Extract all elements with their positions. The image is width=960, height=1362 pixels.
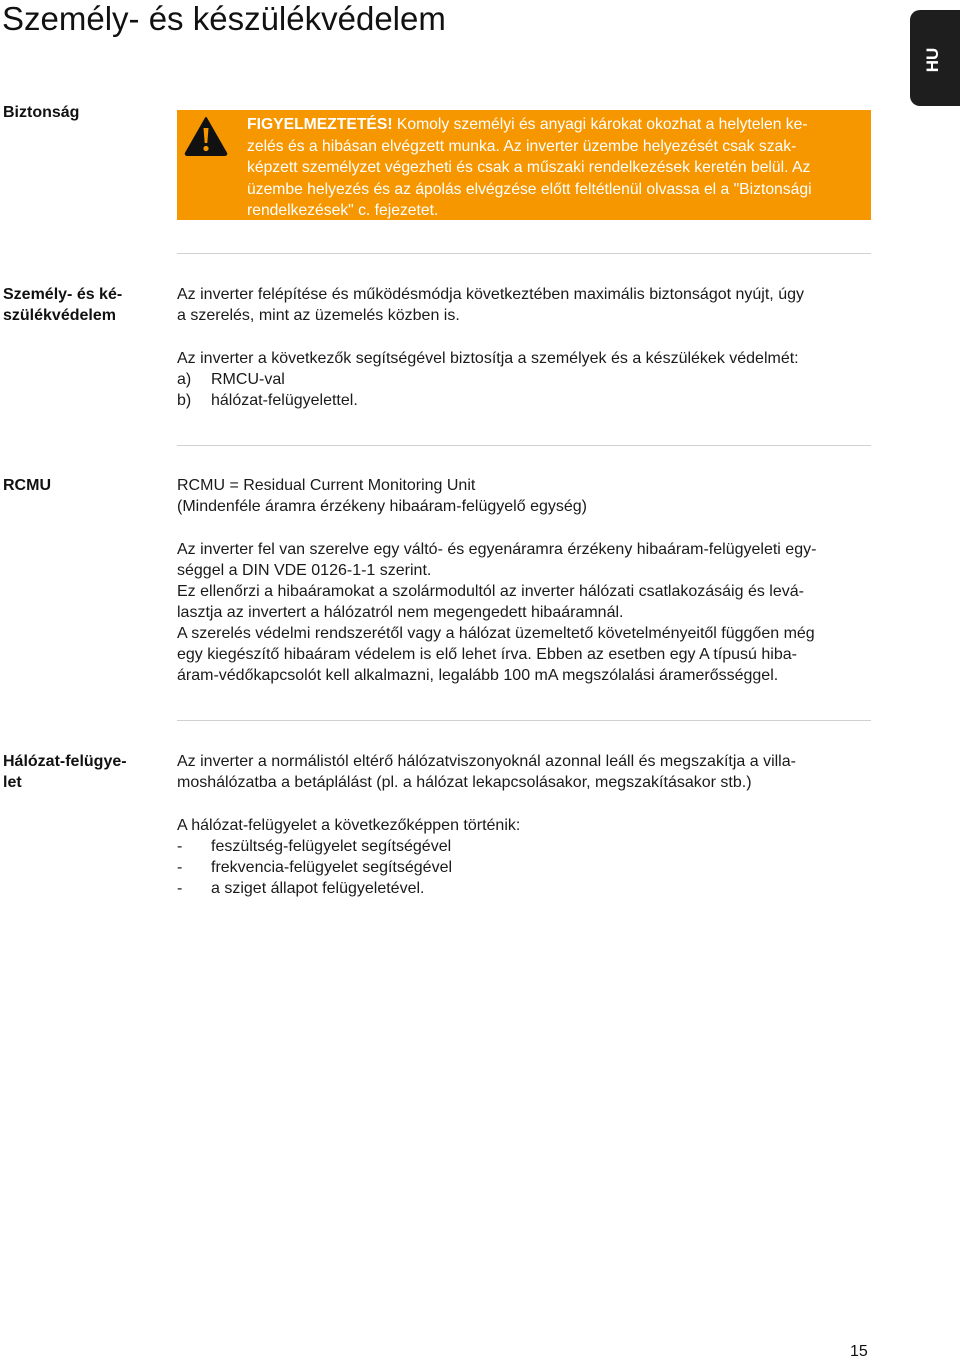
text-line: egy kiegészítő hibaáram védelem is elő lehet írva. Ebben az esetben egy A típusú hiba- xyxy=(177,646,797,663)
list-marker: - xyxy=(177,859,183,876)
protection-label-line: szülékvédelem xyxy=(3,307,116,324)
list-item xyxy=(177,857,871,878)
list-text: hálózat-felügyelettel. xyxy=(211,392,358,409)
grid-body xyxy=(177,751,871,899)
grid-label-line: Hálózat-felügye- xyxy=(3,753,127,770)
protection-section-label xyxy=(3,284,122,326)
list-item xyxy=(177,390,871,411)
protection-paragraph xyxy=(177,284,871,326)
protection-label-line: Személy- és ké- xyxy=(3,286,123,303)
list-item xyxy=(177,878,871,899)
text-line: Az inverter fel van szerelve egy váltó- és egyenáramra érzékeny hibaáram-felügyeleti egy- xyxy=(177,541,817,558)
grid-label-line: let xyxy=(3,774,22,791)
list-text: feszültség-felügyelet segítségével xyxy=(211,838,452,855)
text-line: Az inverter a normálistól eltérő hálózatviszonyoknál azonnal leáll és megszakítja a villa- xyxy=(177,753,796,770)
list-item xyxy=(177,369,871,390)
page-number: 15 xyxy=(850,1343,868,1360)
text-line: Ez ellenőrzi a hibaáramokat a szolármodultól az inverter hálózati csatlakozásáig és levá- xyxy=(177,583,804,600)
list-item xyxy=(177,836,871,857)
text-line: Az inverter felépítése és működésmódja következtében maximális biztonságot nyújt, úgy xyxy=(177,286,804,303)
warning-line: Komoly személyi és anyagi károkat okozhat a helytelen ke- xyxy=(392,116,808,133)
section-divider xyxy=(177,720,871,721)
list-marker: - xyxy=(177,880,183,897)
rcmu-paragraph xyxy=(177,475,871,517)
list-marker: b) xyxy=(177,392,192,409)
page-title: Személy- és készülékvédelem xyxy=(2,0,446,37)
text-line: RCMU = Residual Current Monitoring Unit xyxy=(177,477,476,494)
rcmu-body xyxy=(177,475,871,686)
warning-line: zelés és a hibásan elvégzett munka. Az inverter üzembe helyezését csak szak- xyxy=(247,137,797,155)
list-text: frekvencia-felügyelet segítségével xyxy=(211,859,453,876)
text-line: moshálózatba a betáplálást (pl. a hálózat lekapcsolásakor, megszakításakor stb.) xyxy=(177,774,752,791)
rcmu-paragraph xyxy=(177,539,871,686)
language-tab-label: HU xyxy=(923,47,942,73)
list-marker: - xyxy=(177,838,183,855)
text-line: áram-védőkapcsolót kell alkalmazni, legalább 100 mA megszólalási áramerősséggel. xyxy=(177,667,779,684)
protection-body xyxy=(177,284,871,411)
warning-text xyxy=(247,114,867,222)
list-text: RMCU-val xyxy=(211,371,285,388)
protection-paragraph: Az inverter a következők segítségével biztosítja a személyek és a készülékek védelmét: xyxy=(177,350,799,367)
language-tab xyxy=(910,10,960,106)
warning-line: képzett személyzet végezheti és csak a műszaki rendelkezések keretén belül. Az xyxy=(247,159,811,177)
warning-line: rendelkezések" c. fejezetet. xyxy=(247,202,439,220)
rcmu-section-label: RCMU xyxy=(3,477,51,494)
warning-heading: FIGYELMEZTETÉS! xyxy=(247,116,393,133)
text-line: lasztja az invertert a hálózatról nem megengedett hibaáramnál. xyxy=(177,604,624,621)
list-marker: a) xyxy=(177,371,192,388)
warning-triangle-icon xyxy=(184,116,228,156)
section-divider xyxy=(177,253,871,254)
warning-line: üzembe helyezés és az ápolás elvégzése előtt feltétlenül olvassa el a "Biztonsági xyxy=(247,180,812,198)
safety-section-label: Biztonság xyxy=(3,104,80,121)
list-text: a sziget állapot felügyeletével. xyxy=(211,880,425,897)
grid-section-label xyxy=(3,751,127,793)
text-line: séggel a DIN VDE 0126-1-1 szerint. xyxy=(177,562,432,579)
warning-box xyxy=(177,110,871,220)
grid-paragraph: A hálózat-felügyelet a következőképpen történik: xyxy=(177,817,521,834)
text-line: (Mindenféle áramra érzékeny hibaáram-felügyelő egység) xyxy=(177,498,587,515)
grid-paragraph xyxy=(177,751,871,793)
section-divider xyxy=(177,445,871,446)
text-line: a szerelés, mint az üzemelés közben is. xyxy=(177,307,460,324)
text-line: A szerelés védelmi rendszerétől vagy a hálózat üzemeltető követelményeitől függően még xyxy=(177,625,815,642)
